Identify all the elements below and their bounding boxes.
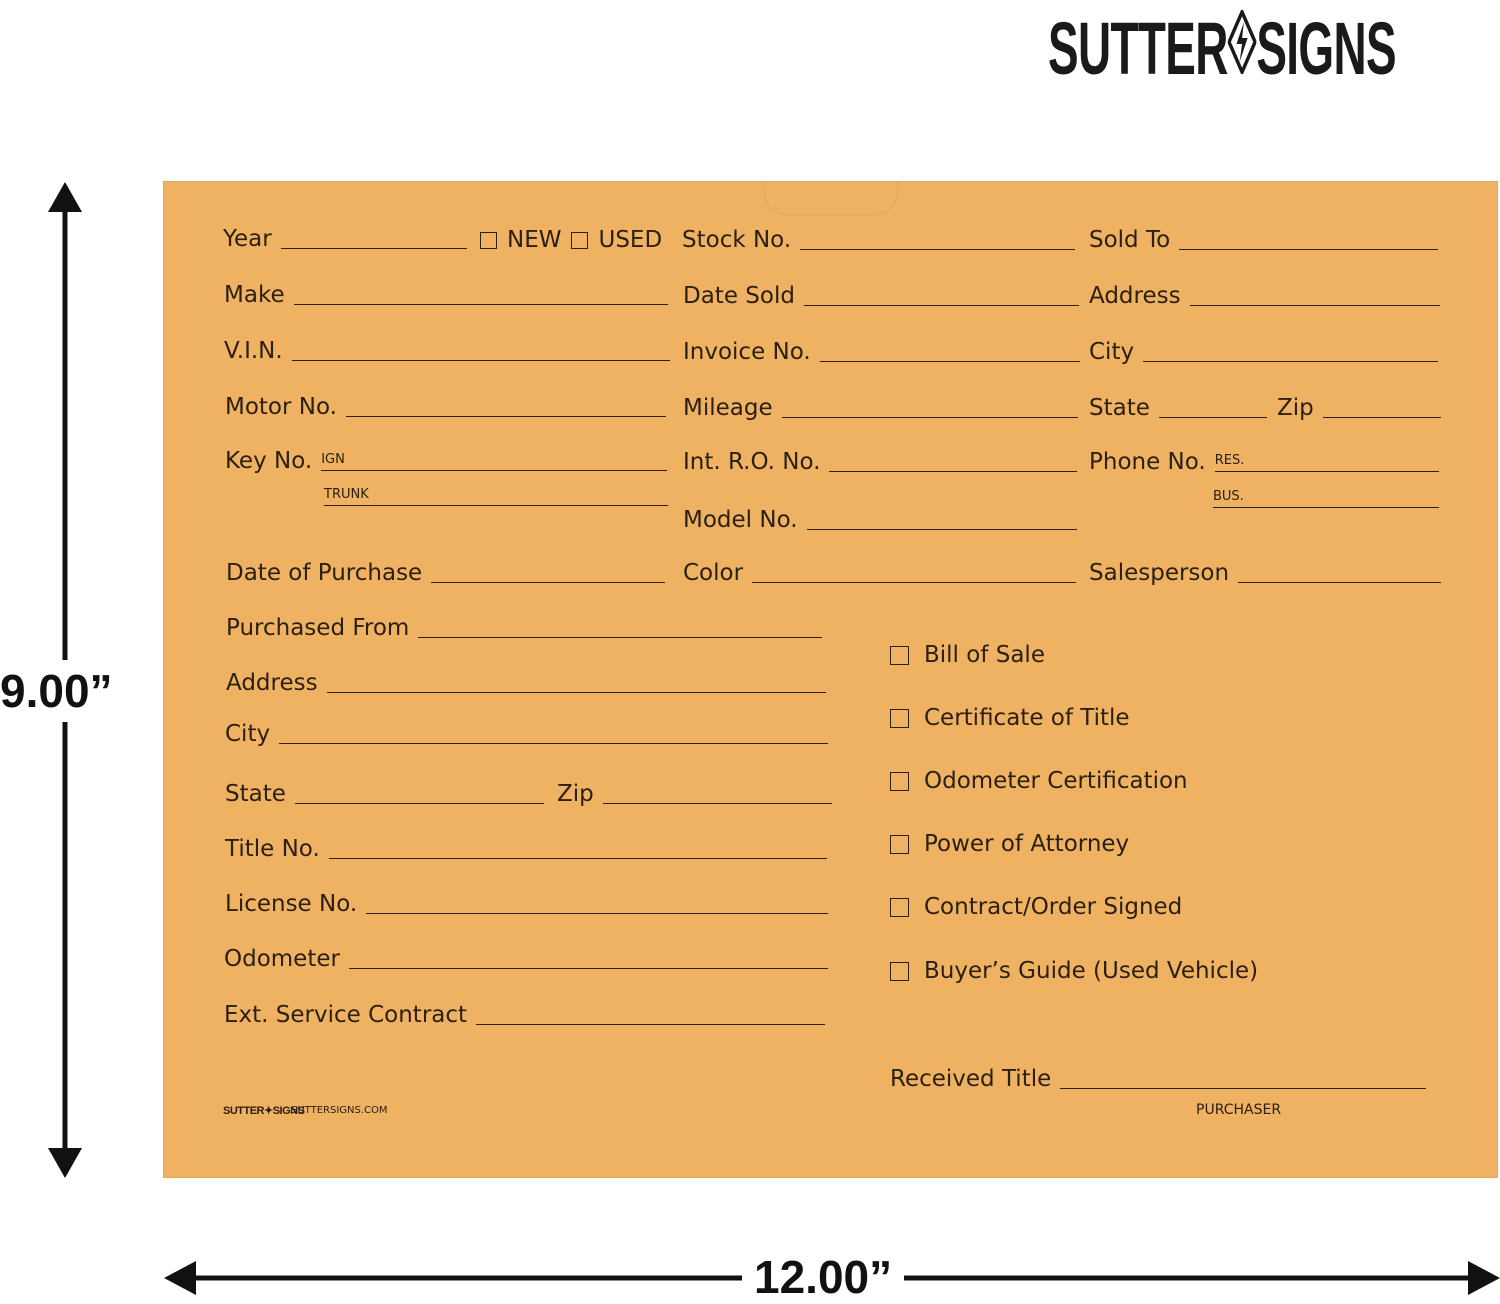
ign-sublabel: IGN [321, 452, 345, 467]
brand-logo [1048, 8, 1478, 90]
date-of-purchase-field[interactable]: Date of Purchase [226, 560, 665, 586]
power-of-attorney-checkbox[interactable] [890, 835, 909, 854]
purchaser-sublabel: PURCHASER [1196, 1102, 1282, 1118]
buyer-city-field[interactable]: City [1089, 339, 1438, 365]
checklist-item[interactable]: Odometer Certification [890, 768, 1188, 794]
key-trunk-field[interactable] [324, 487, 668, 509]
int-ro-no-field[interactable]: Int. R.O. No. [683, 449, 1077, 475]
salesperson-field[interactable]: Salesperson [1089, 560, 1441, 586]
title-no-field[interactable]: Title No. [225, 836, 827, 862]
footer-logo: SUTTER✦SIGNS [223, 1105, 305, 1117]
checklist-item[interactable]: Power of Attorney [890, 831, 1129, 857]
contract-order-signed-checkbox[interactable] [890, 898, 909, 917]
phone-no-field[interactable]: Phone No. RES. [1089, 449, 1439, 475]
new-checkbox[interactable] [480, 232, 497, 249]
checklist-item[interactable]: Buyer’s Guide (Used Vehicle) [890, 958, 1258, 984]
seller-address-field[interactable]: Address [226, 670, 826, 696]
checklist-item[interactable]: Certificate of Title [890, 705, 1130, 731]
height-label: 9.00” [0, 660, 113, 722]
odometer-field[interactable]: Odometer [224, 946, 828, 972]
brand-wordmark: SUTTER SIGNS [1048, 7, 1396, 90]
buyer-state-field[interactable]: State [1089, 395, 1267, 421]
width-label: 12.00” [742, 1250, 904, 1304]
res-sublabel: RES. [1214, 453, 1245, 468]
height-dimension [0, 182, 140, 1178]
bus-sublabel: BUS. [1213, 489, 1244, 504]
used-checkbox[interactable] [571, 232, 588, 249]
color-field[interactable]: Color [683, 560, 1076, 586]
checklist-item[interactable]: Contract/Order Signed [890, 894, 1182, 920]
seller-city-field[interactable]: City [225, 721, 828, 747]
stock-no-field[interactable]: Stock No. [682, 227, 1075, 253]
license-no-field[interactable]: License No. [225, 891, 828, 917]
year-field[interactable]: Year [223, 226, 467, 252]
invoice-no-field[interactable]: Invoice No. [683, 339, 1080, 365]
purchased-from-field[interactable]: Purchased From [226, 615, 822, 641]
model-no-field[interactable]: Model No. [683, 507, 1077, 533]
motor-no-field[interactable]: Motor No. [225, 394, 666, 420]
width-dimension [164, 1248, 1500, 1303]
date-sold-field[interactable]: Date Sold [683, 283, 1079, 309]
lightning-bolt-icon [1228, 8, 1257, 90]
certificate-of-title-checkbox[interactable] [890, 709, 909, 728]
deal-envelope [164, 182, 1497, 1177]
sold-to-field[interactable]: Sold To [1089, 227, 1438, 253]
ext-service-contract-field[interactable]: Ext. Service Contract [224, 1002, 825, 1028]
bill-of-sale-checkbox[interactable] [890, 646, 909, 665]
phone-bus-field[interactable] [1213, 489, 1439, 511]
key-no-field[interactable]: Key No. IGN [225, 448, 667, 474]
received-title-field[interactable]: Received Title [890, 1066, 1426, 1092]
trunk-sublabel: TRUNK [324, 487, 369, 502]
checklist-item[interactable]: Bill of Sale [890, 642, 1045, 668]
buyer-zip-field[interactable]: Zip [1277, 395, 1441, 421]
mileage-field[interactable]: Mileage [683, 395, 1078, 421]
seller-state-field[interactable]: State [225, 781, 544, 807]
vin-field[interactable]: V.I.N. [224, 338, 670, 364]
buyer-address-field[interactable]: Address [1089, 283, 1440, 309]
seller-zip-field[interactable]: Zip [557, 781, 832, 807]
make-field[interactable]: Make [224, 282, 668, 308]
new-used-options: NEW USED [480, 227, 662, 253]
footer-url: SUTTERSIGNS.COM [291, 1105, 388, 1116]
odometer-certification-checkbox[interactable] [890, 772, 909, 791]
buyers-guide-checkbox[interactable] [890, 962, 909, 981]
envelope-flap [764, 182, 898, 215]
